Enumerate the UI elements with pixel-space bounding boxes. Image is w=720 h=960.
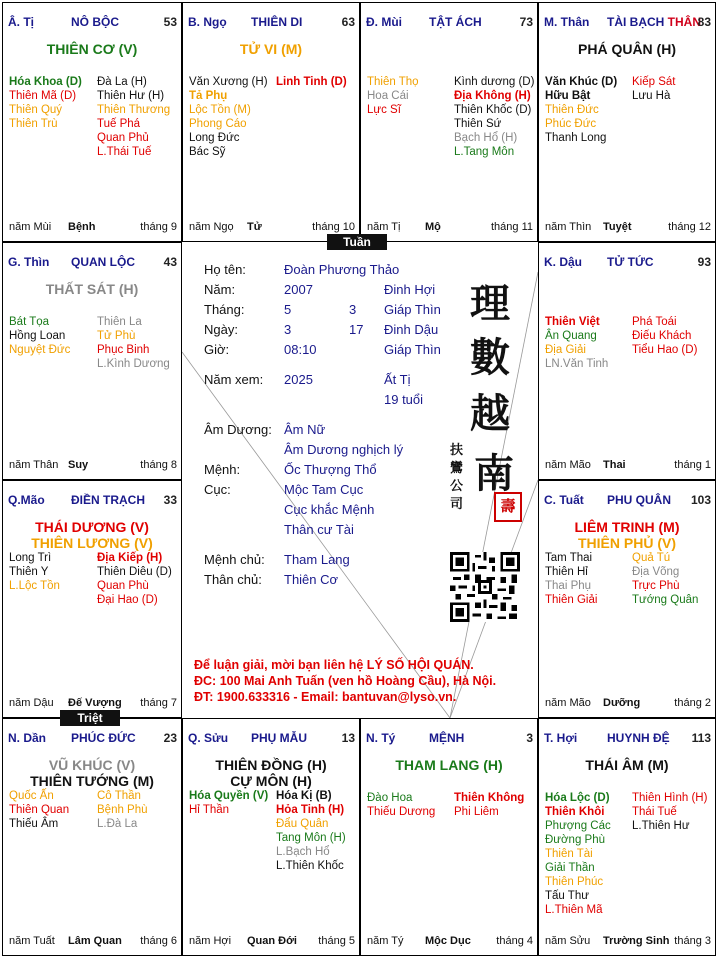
star: Thai Phụ xyxy=(545,580,592,592)
star: L.Thiên Mã xyxy=(545,904,603,916)
star: Quan Phủ xyxy=(97,132,149,144)
value-ngay: 3 xyxy=(284,322,292,337)
star: Thiên Đức xyxy=(545,104,599,116)
palace-number: 113 xyxy=(691,731,711,745)
palace-name: THIÊN DI xyxy=(251,15,303,29)
right-stars xyxy=(632,315,697,357)
palace-dan xyxy=(2,718,182,956)
star: Hữu Bật xyxy=(545,90,591,102)
palace-number: 73 xyxy=(519,15,533,29)
star: Thiếu Âm xyxy=(9,818,59,830)
palace-chi: B. Ngọ xyxy=(188,15,227,29)
value-ho-ten: Đoàn Phương Thảo xyxy=(284,262,400,277)
main-star: THIÊN ĐỒNG (H) xyxy=(215,757,327,773)
label-thang: Tháng: xyxy=(204,302,245,317)
left-stars xyxy=(9,789,69,831)
star: Văn Xương (H) xyxy=(189,76,268,88)
palace-chi: C. Tuất xyxy=(544,493,584,507)
label-than-chu: Thân chủ: xyxy=(204,572,262,587)
palace-name: PHỤ MẪU xyxy=(251,731,307,745)
star: Cô Thần xyxy=(97,790,141,802)
star: Hóa Lộc (D) xyxy=(545,792,610,804)
right-stars xyxy=(632,551,698,607)
label-menh-chu: Mệnh chủ: xyxy=(204,552,265,567)
star: Thiên La xyxy=(97,316,142,328)
value-nam-can-chi: Đinh Hợi xyxy=(384,282,436,297)
palace-year: năm Tý xyxy=(367,935,404,947)
center-panel xyxy=(182,242,538,718)
left-stars xyxy=(367,791,435,819)
label-cuc: Cục: xyxy=(204,482,231,497)
palace-chi: K. Dậu xyxy=(544,255,583,269)
palace-month: tháng 12 xyxy=(668,221,711,233)
palace-stage: Trường Sinh xyxy=(603,935,670,947)
palace-dau xyxy=(538,242,716,480)
star: Hóa Quyền (V) xyxy=(189,790,269,802)
palace-number: 43 xyxy=(163,255,177,269)
palace-name: QUAN LỘC xyxy=(71,255,135,269)
right-stars xyxy=(276,75,347,89)
palace-stage: Tử xyxy=(247,221,262,233)
star: Kình dương (D) xyxy=(454,76,535,88)
star: L.Bạch Hổ xyxy=(276,846,330,858)
palace-chi: M. Thân xyxy=(544,15,590,29)
palace-name: MỆNH xyxy=(429,731,465,745)
palace-name: HUYNH ĐỆ xyxy=(607,731,670,745)
palace-chi: N. Dần xyxy=(8,731,47,745)
star: Thiên Hỉ xyxy=(545,566,588,578)
palace-thin xyxy=(2,242,182,480)
star: Long Đức xyxy=(189,132,240,144)
palace-year: năm Mão xyxy=(545,697,591,709)
palace-name: TÀI BẠCH THÂN xyxy=(607,15,701,29)
value-am-duong-ly: Âm Dương nghịch lý xyxy=(284,442,404,457)
value-gio: 08:10 xyxy=(284,342,317,357)
star: Tang Môn (H) xyxy=(276,832,346,844)
star: Linh Tinh (D) xyxy=(276,76,347,88)
palace-month: tháng 7 xyxy=(140,697,177,709)
palace-chi: Â. Tị xyxy=(8,15,34,29)
palace-number: 33 xyxy=(163,493,177,507)
palace-number: 63 xyxy=(341,15,355,29)
palace-year: năm Hợi xyxy=(189,935,232,947)
value-menh: Ốc Thượng Thổ xyxy=(284,462,377,477)
palace-tuat xyxy=(538,480,716,718)
value-menh-chu: Tham Lang xyxy=(284,552,350,567)
star: Lộc Tồn (M) xyxy=(189,104,251,116)
star: Tuế Phá xyxy=(97,118,141,130)
palace-chi: N. Tý xyxy=(366,731,396,745)
palace-suu xyxy=(182,718,360,956)
label-gio: Giờ: xyxy=(204,342,230,357)
star: Bệnh Phù xyxy=(97,804,148,816)
label-ho-ten: Họ tên: xyxy=(204,262,246,277)
left-stars xyxy=(545,315,608,371)
star: Thái Tuế xyxy=(632,806,677,818)
star: Đẩu Quân xyxy=(276,818,329,830)
palace-year: năm Sửu xyxy=(545,935,591,947)
calligraphy-char-2: 數 xyxy=(470,334,510,381)
left-stars xyxy=(9,551,60,593)
palace-chi: Q.Mão xyxy=(8,493,45,507)
palace-stage: Đế Vượng xyxy=(68,697,122,709)
palace-month: tháng 6 xyxy=(140,935,177,947)
contact-line-3: ĐT: 1900.633316 - Email: bantuvan@lyso.vn. xyxy=(194,690,457,704)
left-stars xyxy=(189,75,268,159)
star: Thiên Khôi xyxy=(545,806,605,818)
star: Thiên Khốc (D) xyxy=(454,104,532,116)
star: Thiếu Dương xyxy=(367,806,436,818)
palace-mao xyxy=(2,480,182,718)
star: L.Thái Tuế xyxy=(97,146,152,158)
star: L.Thiên Hư xyxy=(632,820,690,832)
palace-month: tháng 9 xyxy=(140,221,177,233)
main-star: CỰ MÔN (H) xyxy=(230,773,312,789)
star: Thiên Thọ xyxy=(367,76,419,88)
palace-month: tháng 11 xyxy=(490,221,533,233)
info-ngay-row xyxy=(204,320,504,340)
star: Phi Liêm xyxy=(454,806,499,818)
star: Tử Phù xyxy=(97,330,136,342)
right-stars xyxy=(632,791,707,833)
star: L.Đà La xyxy=(97,818,138,830)
palace-year: năm Ngọ xyxy=(189,221,234,233)
star: Địa Giải xyxy=(545,344,586,356)
star: Phá Toái xyxy=(632,316,677,328)
right-stars xyxy=(97,551,172,607)
label-nam: Năm: xyxy=(204,282,236,297)
star: Thiên Trù xyxy=(9,118,58,130)
star: Thiên Phúc xyxy=(545,876,604,888)
star: Đào Hoa xyxy=(367,792,413,804)
right-stars xyxy=(97,315,170,371)
right-stars xyxy=(97,789,148,831)
palace-hoi xyxy=(538,718,716,956)
star: Hỉ Thần xyxy=(189,804,230,816)
value-nam-xem-can-chi: Ất Tị xyxy=(384,372,411,387)
star: Hỏa Tinh (H) xyxy=(276,804,345,816)
palace-name: PHÚC ĐỨC xyxy=(71,731,136,745)
palace-number: 13 xyxy=(341,731,355,745)
than-marker: THÂN xyxy=(667,15,701,29)
palace-year: năm Tị xyxy=(367,221,401,233)
star: Thiên Diêu (D) xyxy=(97,566,172,578)
star: Thiên Thương xyxy=(97,104,171,116)
star: Thiên Y xyxy=(9,566,49,578)
main-star: THIÊN PHỦ (V) xyxy=(578,535,676,551)
star: Phượng Các xyxy=(545,820,611,832)
star: Thanh Long xyxy=(545,132,607,144)
star: Tấu Thư xyxy=(545,890,589,902)
palace-than xyxy=(538,2,716,242)
palace-ty xyxy=(2,2,182,242)
palace-month: tháng 8 xyxy=(140,459,177,471)
main-star: THÁI DƯƠNG (V) xyxy=(35,519,149,535)
star: Nguyệt Đức xyxy=(9,344,71,356)
right-stars xyxy=(276,789,346,873)
value-ngay-can-chi: Đinh Dậu xyxy=(384,322,439,337)
info-nam-row xyxy=(204,280,504,300)
star: Địa Không (H) xyxy=(454,90,531,102)
palace-name: PHU QUÂN xyxy=(607,493,672,507)
palace-year: năm Thân xyxy=(9,459,59,471)
main-star: THAM LANG (H) xyxy=(395,757,503,773)
star: Hồng Loan xyxy=(9,330,66,342)
value-thang: 5 xyxy=(284,302,292,317)
left-stars xyxy=(9,315,70,357)
star: Tiểu Hao (D) xyxy=(632,344,698,356)
star: Thiên Quý xyxy=(9,104,63,116)
palace-month: tháng 5 xyxy=(318,935,355,947)
left-stars xyxy=(545,75,617,145)
left-stars xyxy=(545,551,597,607)
star: Quan Phù xyxy=(97,580,149,592)
palace-chi: Đ. Mùi xyxy=(366,15,402,29)
star: Long Trì xyxy=(9,552,52,564)
star: Đại Hao (D) xyxy=(97,594,158,606)
star: Kiếp Sát xyxy=(632,76,676,88)
star: Thiên Quan xyxy=(9,804,70,816)
contact-line-2: ĐC: 100 Mai Anh Tuấn (ven hồ Hoàng Cầu), Hà Nội. xyxy=(194,674,497,688)
value-than-cu: Thân cư Tài xyxy=(284,522,354,537)
right-stars xyxy=(632,75,675,103)
star: Thiên Tài xyxy=(545,848,593,860)
star: L.Lộc Tồn xyxy=(9,580,60,592)
palace-month: tháng 10 xyxy=(312,221,355,233)
left-stars xyxy=(9,75,82,131)
value-nam: 2007 xyxy=(284,282,313,297)
star: Quốc Ấn xyxy=(9,790,54,802)
palace-stage: Suy xyxy=(68,459,89,471)
star: Địa Võng xyxy=(632,566,680,578)
calligraphy-sub: 扶 鸞 公 司 xyxy=(450,443,464,512)
star: Thiên Sứ xyxy=(454,118,502,130)
label-nam-xem: Năm xem: xyxy=(204,372,264,387)
star: Hoa Cái xyxy=(367,90,409,102)
main-star: THẤT SÁT (H) xyxy=(45,281,139,297)
palace-name: NÔ BỘC xyxy=(71,15,119,29)
palace-number: 93 xyxy=(697,255,711,269)
palace-name: ĐIỀN TRẠCH xyxy=(71,493,145,507)
star: Trực Phù xyxy=(632,580,680,592)
left-stars xyxy=(189,789,268,817)
value-gio-can-chi: Giáp Thìn xyxy=(384,342,441,357)
right-stars xyxy=(454,791,524,819)
value-tuoi: 19 tuổi xyxy=(384,392,424,407)
value-ngay-am: 17 xyxy=(349,322,364,337)
palace-month: tháng 4 xyxy=(496,935,533,947)
star: Thiên Việt xyxy=(545,316,600,328)
star: Thiên Không xyxy=(454,792,525,804)
value-cuc: Mộc Tam Cục xyxy=(284,482,364,497)
contact-line-1: Để luận giải, mời bạn liên hệ LÝ SỐ HỘI QUÁN. xyxy=(194,658,474,672)
star: Thiên Hư (H) xyxy=(97,90,165,102)
star: Đường Phù xyxy=(545,834,605,846)
palace-month: tháng 2 xyxy=(674,697,711,709)
star: Điếu Khách xyxy=(632,330,692,342)
label-ngay: Ngày: xyxy=(204,322,238,337)
tuan-tag: Tuần xyxy=(327,234,387,250)
star: Giải Thần xyxy=(545,862,595,874)
star: Đà La (H) xyxy=(97,76,147,88)
palace-name: TỬ TỨC xyxy=(607,255,654,269)
star: Tướng Quân xyxy=(632,594,699,606)
main-star: VŨ KHÚC (V) xyxy=(48,757,136,773)
star: Địa Kiếp (H) xyxy=(97,552,163,564)
palace-stage: Bệnh xyxy=(68,221,96,233)
palace-number: 83 xyxy=(697,15,711,29)
palace-name: TẬT ÁCH xyxy=(429,15,482,29)
palace-month: tháng 1 xyxy=(674,459,711,471)
palace-chi: G. Thìn xyxy=(8,255,50,269)
palace-year: năm Mão xyxy=(545,459,591,471)
value-cuc-khac: Cục khắc Mệnh xyxy=(284,502,375,517)
right-stars xyxy=(454,75,534,159)
info-thang-row xyxy=(204,300,504,320)
palace-stage: Dưỡng xyxy=(603,697,641,709)
value-am-duong: Âm Nữ xyxy=(284,422,326,437)
star: Lực Sĩ xyxy=(367,104,401,116)
palace-number: 103 xyxy=(690,493,711,507)
palace-stage: Lâm Quan xyxy=(68,935,122,947)
info-nam-xem-row xyxy=(204,370,504,390)
calligraphy-char-4: 南 xyxy=(474,450,514,497)
palace-stage: Quan Đới xyxy=(247,935,297,947)
main-star: THIÊN LƯƠNG (V) xyxy=(31,535,153,551)
main-star: THÁI ÂM (M) xyxy=(585,757,669,773)
palace-chi: T. Hợi xyxy=(544,731,578,745)
palace-month: tháng 3 xyxy=(674,935,711,947)
palace-ty-menh xyxy=(360,718,538,956)
palace-chi: Q. Sửu xyxy=(188,731,229,745)
star: Tả Phụ xyxy=(189,90,228,102)
palace-ngo xyxy=(182,2,360,242)
value-than-chu: Thiên Cơ xyxy=(284,572,339,587)
palace-year: năm Mùi xyxy=(9,221,52,233)
left-stars xyxy=(367,75,419,117)
info-name-row xyxy=(204,260,400,280)
star: Bát Tọa xyxy=(9,316,50,328)
star: Bạch Hổ (H) xyxy=(454,132,518,144)
star: Phúc Đức xyxy=(545,118,597,130)
triet-tag: Triệt xyxy=(60,710,120,726)
palace-year: năm Dậu xyxy=(9,697,54,709)
star: Bác Sỹ xyxy=(189,146,226,158)
palace-number: 3 xyxy=(526,731,533,745)
palace-stage: Mộc Dục xyxy=(425,935,471,947)
palace-stage: Mộ xyxy=(425,221,441,233)
palace-number: 53 xyxy=(163,15,177,29)
qr-code-icon xyxy=(450,552,520,622)
star: L.Tang Môn xyxy=(454,146,515,158)
palace-stage: Tuyệt xyxy=(603,221,632,233)
left-stars xyxy=(545,791,611,917)
right-stars xyxy=(97,75,170,159)
star: Hóa Kị (B) xyxy=(276,790,332,802)
value-thang-am: 3 xyxy=(349,302,357,317)
star: Quả Tú xyxy=(632,552,671,564)
info-am-duong-row xyxy=(204,420,504,440)
main-star: THIÊN TƯỚNG (M) xyxy=(30,773,154,789)
palace-year: năm Thìn xyxy=(545,221,592,233)
star: LN.Văn Tinh xyxy=(545,358,609,370)
main-star: PHÁ QUÂN (H) xyxy=(578,41,676,57)
star: Phục Binh xyxy=(97,344,150,356)
palace-year: năm Tuất xyxy=(9,935,55,947)
value-thang-can-chi: Giáp Thìn xyxy=(384,302,441,317)
star: Thiên Mã (D) xyxy=(9,90,77,102)
info-gio-row xyxy=(204,340,504,360)
label-menh: Mệnh: xyxy=(204,462,241,477)
main-star: THIÊN CƠ (V) xyxy=(46,41,138,57)
main-star: LIÊM TRINH (M) xyxy=(574,519,680,535)
calligraphy-char-3: 越 xyxy=(470,390,510,437)
palace-number: 23 xyxy=(163,731,177,745)
star: Văn Khúc (D) xyxy=(545,76,618,88)
value-nam-xem: 2025 xyxy=(284,372,313,387)
star: Thiên Hình (H) xyxy=(632,792,708,804)
star: Ân Quang xyxy=(545,330,597,342)
star: L.Thiên Khốc xyxy=(276,860,344,872)
palace-stage: Thai xyxy=(603,459,626,471)
main-star: TỬ VI (M) xyxy=(239,41,303,57)
label-am-duong: Âm Dương: xyxy=(204,422,272,437)
star: L.Kình Dương xyxy=(97,358,170,370)
star: Tam Thai xyxy=(545,552,593,564)
star: Hóa Khoa (D) xyxy=(9,76,82,88)
palace-mui xyxy=(360,2,538,242)
red-seal: 壽 xyxy=(494,492,522,522)
star: Thiên Giải xyxy=(545,594,598,606)
star: Phong Cáo xyxy=(189,118,247,130)
star: Lưu Hà xyxy=(632,90,671,102)
calligraphy-char-1: 理 xyxy=(470,280,510,327)
